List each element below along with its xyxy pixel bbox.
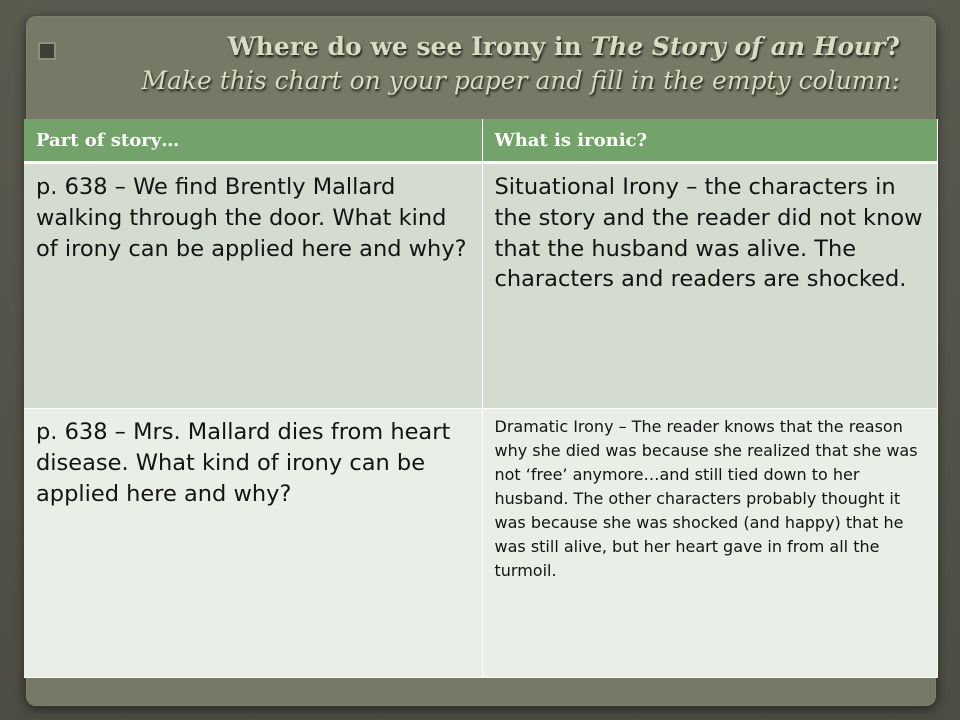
header-what-is-ironic: What is ironic? xyxy=(482,119,937,163)
cell-part-of-story: p. 638 – Mrs. Mallard dies from heart disease. What kind of irony can be applied here and why? xyxy=(24,409,482,678)
slide-title xyxy=(64,30,924,98)
title-line-1 xyxy=(64,30,924,64)
table-row xyxy=(24,163,937,409)
title-prefix: Where do we see Irony in xyxy=(227,32,591,61)
header-part-of-story: Part of story… xyxy=(24,119,482,163)
table-row xyxy=(24,409,937,678)
table-header-row xyxy=(24,119,937,163)
cell-what-is-ironic: Dramatic Irony – The reader knows that the reason why she died was because she realized that she was not ‘free’ anymore…and still tied down to her husband. The other characters probably thought it was because she was shocked (and happy) that he was still alive, but her heart gave in from all the turmoil. xyxy=(482,409,937,678)
irony-chart-table xyxy=(24,119,938,678)
title-suffix: ? xyxy=(885,32,900,61)
cell-what-is-ironic: Situational Irony – the characters in the story and the reader did not know that the husband was alive. The characters and readers are shocked. xyxy=(482,163,937,409)
bullet-square-icon xyxy=(38,42,56,60)
title-book-name: The Story of an Hour xyxy=(590,32,886,61)
title-line-2: Make this chart on your paper and fill in the empty column: xyxy=(141,66,900,95)
cell-part-of-story: p. 638 – We find Brently Mallard walking through the door. What kind of irony can be applied here and why? xyxy=(24,163,482,409)
